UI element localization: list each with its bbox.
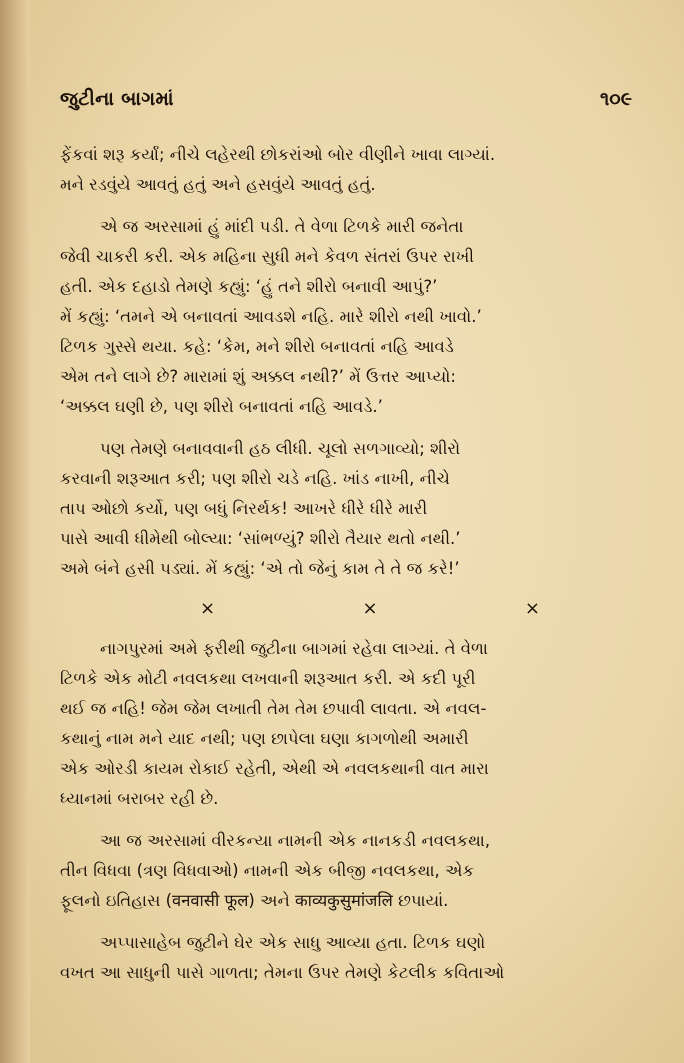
page-header — [60, 88, 632, 118]
text-line: પાસે આવી ધીમેથી બોલ્યા: ‘સાંભળ્યું? શીરો તૈયાર થતો નથી.’ — [60, 529, 461, 548]
page-number: ૧૦૯ — [600, 88, 632, 110]
page-gutter-shadow — [0, 0, 30, 1063]
text-line: જેવી ચાકરી કરી. એક મહિના સુધી મને કેવળ સંતરાં ઉપર રાખી — [60, 247, 475, 266]
text-line: તીન વિધવા (ત્રણ વિધવાઓ) નામની એક બીજી નવલકથા, એક — [60, 861, 475, 880]
body-text — [60, 140, 632, 988]
text-line: તાપ ઓછો કર્યો, પણ બધું નિરર્થક! આખરે ધીરે ધીરે મારી — [60, 499, 428, 518]
text-line: ધ્યાનમાં બરાબર રહી છે. — [60, 789, 219, 808]
separator-mark: × — [524, 598, 540, 619]
text-line: અમે બંને હસી પડ્યાં. મેં કહ્યું: ‘એ તો જેનું કામ તે તે જ કરે!’ — [60, 559, 460, 578]
text-line: આ જ અરસામાં વીરકન્યા નામની એક નાનકડી નવલકથા, — [100, 831, 491, 850]
separator-mark: × — [362, 598, 378, 619]
paragraph-5 — [60, 826, 632, 916]
section-separator — [60, 594, 632, 624]
paragraph-2 — [60, 212, 632, 422]
text-line: નાગપુરમાં અમે ફરીથી જુટીના બાગમાં રહેવા લાગ્યાં. તે વેળા — [100, 639, 488, 658]
text-line: ટિળક ગુસ્સે થયા. કહે: ‘કેમ, મને શીરો બનાવતાં નહિ આવડે — [60, 337, 454, 356]
text-line: ફેંકવાં શરૂ કર્યાં; નીચે લહેરથી છોકરાંઓ બોર વીણીને ખાવા લાગ્યાં. — [60, 145, 496, 164]
text-line: કરવાની શરૂઆત કરી; પણ શીરો ચડે નહિ. ખાંડ નાખી, નીચે — [60, 469, 450, 488]
paragraph-4 — [60, 634, 632, 814]
paragraph-6 — [60, 928, 632, 988]
text-line: પણ તેમણે બનાવવાની હઠ લીધી. ચૂલો સળગાવ્યો; શીરો — [100, 439, 461, 458]
running-head: જુટીના બાગમાં — [60, 88, 174, 110]
paragraph-3 — [60, 434, 632, 584]
text-line: એક ઓરડી કાયમ રોકાઈ રહેતી, એથી એ નવલકથાની વાત મારા — [60, 759, 489, 778]
paragraph-1 — [60, 140, 632, 200]
text-line: ટિળકે એક મોટી નવલકથા લખવાની શરૂઆત કરી. એ કદી પૂરી — [60, 669, 476, 688]
text-line: કથાનું નામ મને યાદ નથી; પણ છાપેલા ઘણા કાગળોથી અમારી — [60, 729, 469, 748]
separator-mark: × — [200, 598, 216, 619]
text-line: ‘અક્કલ ઘણી છે, પણ શીરો બનાવતાં નહિ આવડે.’ — [60, 397, 383, 416]
text-line: મને રડવુંયે આવતું હતું અને હસવુંયે આવતું હતું. — [60, 175, 376, 194]
text-line: વખત આ સાધુની પાસે ગાળતા; તેમના ઉપર તેમણે કેટલીક કવિતાઓ — [60, 963, 505, 982]
text-line: એમ તને લાગે છે? મારામાં શું અક્કલ નથી?’ મેં ઉત્તર આપ્યો: — [60, 367, 456, 386]
text-line: હતી. એક દહાડો તેમણે કહ્યું: ‘હું તને શીરો બનાવી આપું?’ — [60, 277, 438, 296]
text-line: અપ્પાસાહેબ જુટીને ઘેર એક સાધુ આવ્યા હતા. ટિળક ઘણો — [100, 933, 486, 952]
text-line: મેં કહ્યું: ‘તમને એ બનાવતાં આવડશે નહિ. મારે શીરો નથી ખાવો.’ — [60, 307, 482, 326]
text-line: થઈ જ નહિ! જેમ જેમ લખાતી તેમ તેમ છપાવી લાવતા. એ નવલ- — [60, 699, 487, 718]
text-line: ફૂલનો ઇતિહાસ (वनवासी फूल) અને काव्यकुसुमांजलि છપાયાં. — [60, 891, 449, 910]
text-line: એ જ અરસામાં હું માંદી પડી. તે વેળા ટિળકે મારી જનેતા — [100, 217, 464, 236]
